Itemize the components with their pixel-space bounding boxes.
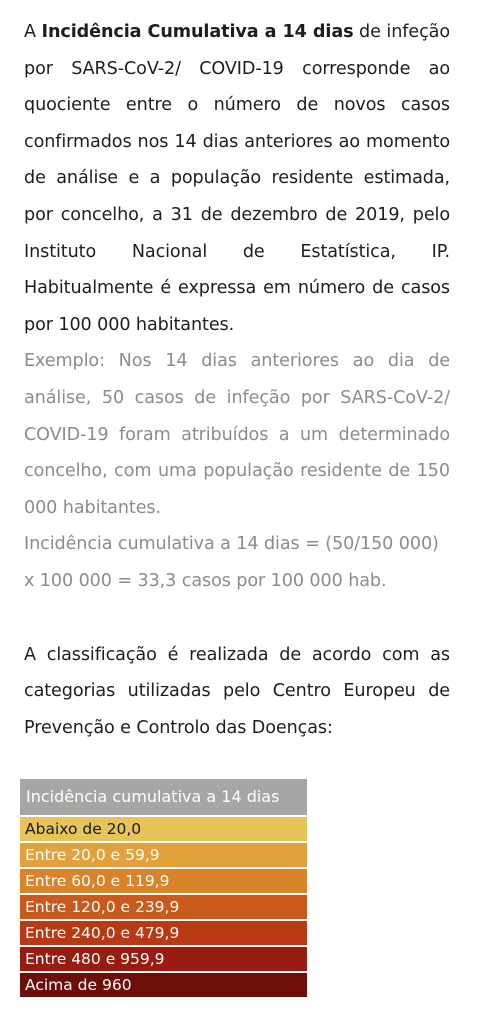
intro-prefix: A: [24, 22, 42, 42]
legend-row: Acima de 960: [20, 973, 307, 997]
intro-body: de infeção por SARS-CoV-2/ COVID-19 corresponde ao quociente entre o número de novos casos confirmados nos 14 dias anteriores ao momento de análise e a população residente estimada, por concelho, a 31 de dezembro de 2019, pelo Instituto Nacional de Estatística, IP. Habitualmente é expressa em número de casos por 100 000 habitantes.: [24, 22, 450, 335]
incidence-legend: [20, 779, 307, 999]
intro-paragraph: [24, 14, 450, 343]
article-content: [24, 14, 450, 746]
example-formula: Incidência cumulativa a 14 dias = (50/150 000) x 100 000 = 33,3 casos por 100 000 hab.: [24, 534, 439, 591]
legend-rows: [20, 817, 307, 997]
legend-header: Incidência cumulativa a 14 dias: [20, 779, 307, 815]
legend-row: Entre 20,0 e 59,9: [20, 843, 307, 867]
spacer: [24, 600, 450, 637]
legend-row: Entre 120,0 e 239,9: [20, 895, 307, 919]
legend-row: Entre 60,0 e 119,9: [20, 869, 307, 893]
legend-row: Abaixo de 20,0: [20, 817, 307, 841]
legend-row: Entre 240,0 e 479,9: [20, 921, 307, 945]
intro-term: Incidência Cumulativa a 14 dias: [41, 22, 354, 42]
example-paragraph: Exemplo: Nos 14 dias anteriores ao dia de análise, 50 casos de infeção por SARS-CoV-2/ COVID-19 foram atribuídos a um determinado concelho, com uma população residente de 150 000 habitantes.: [24, 351, 450, 518]
classification-paragraph: A classificação é realizada de acordo com as categorias utilizadas pelo Centro Europeu de Prevenção e Controlo das Doenças:: [24, 644, 450, 738]
legend-row: Entre 480 e 959,9: [20, 947, 307, 971]
